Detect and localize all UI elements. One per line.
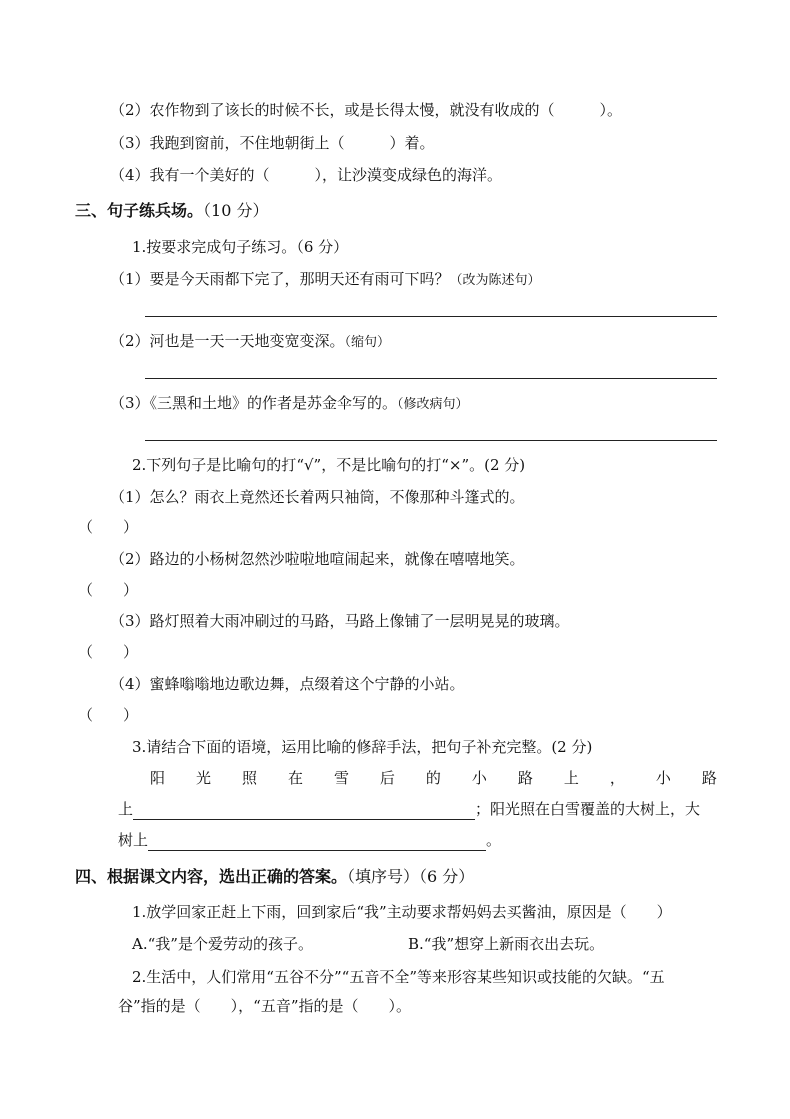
char: 路 bbox=[517, 769, 533, 787]
section-4-heading bbox=[75, 866, 474, 888]
char: 在 bbox=[287, 769, 303, 787]
char: 的 bbox=[425, 769, 441, 787]
answer-paren-3-2-3[interactable]: （ ） bbox=[78, 643, 139, 661]
item-3-1-2-text: （2）河也是一天一天地变宽变深。 bbox=[110, 332, 345, 350]
option-4-1-a[interactable]: A.“我”是个爱劳动的孩子。 bbox=[132, 935, 313, 953]
answer-paren-3-2-2[interactable]: （ ） bbox=[78, 581, 139, 599]
question-4-2-line-2: 谷”指的是（ ），“五音”指的是（ ）。 bbox=[118, 997, 412, 1015]
answer-line-3-1-2[interactable] bbox=[145, 378, 717, 379]
item-3-3-line-2 bbox=[118, 798, 700, 820]
char: 小 bbox=[655, 769, 671, 787]
item-3-3-line-3-end: 。 bbox=[486, 831, 502, 849]
section-3-title: 三、句子练兵场。 bbox=[75, 201, 204, 220]
char: 雪 bbox=[333, 769, 349, 787]
char: 照 bbox=[241, 769, 257, 787]
item-3-1-2 bbox=[110, 330, 390, 354]
char: ， bbox=[609, 769, 625, 787]
item-3-1-3 bbox=[110, 392, 469, 416]
subsection-3-1-title: 1.按要求完成句子练习。（6 分） bbox=[132, 238, 349, 256]
option-4-1-b[interactable]: B.“我”想穿上新雨衣出去玩。 bbox=[408, 935, 605, 953]
question-4-1: 1.放学回家正赶上下雨，回到家后“我”主动要求帮妈妈去买酱油，原因是（ ） bbox=[132, 903, 672, 921]
subsection-3-3-title: 3.请结合下面的语境，运用比喻的修辞手法，把句子补充完整。(2 分) bbox=[132, 738, 593, 756]
question-4-2-line-1: 2.生活中，人们常用“五谷不分”“五音不全”等来形容某些知识或技能的欠缺。“五 bbox=[132, 968, 665, 986]
answer-blank-3-3-1[interactable] bbox=[133, 803, 475, 820]
answer-line-3-1-3[interactable] bbox=[145, 440, 717, 441]
section-3-heading bbox=[75, 200, 268, 222]
section-4-score: （填序号）（6 分） bbox=[347, 867, 475, 886]
question-2-4-4: （4）我有一个美好的（ ），让沙漠变成绿色的海洋。 bbox=[110, 166, 503, 184]
section-4-title: 四、根据课文内容，选出正确的答案。 bbox=[75, 867, 348, 886]
item-3-2-2: （2）路边的小杨树忽然沙啦啦地喧闹起来，就像在嘻嘻地笑。 bbox=[110, 550, 525, 568]
item-3-2-4: （4）蜜蜂嗡嗡地边歌边舞，点缀着这个宁静的小站。 bbox=[110, 675, 465, 693]
char: 上 bbox=[563, 769, 579, 787]
item-3-3-line-1 bbox=[150, 767, 717, 789]
item-3-1-2-note: （缩句） bbox=[344, 335, 391, 350]
char: 阳 bbox=[150, 769, 166, 787]
item-3-3-line-2-start: 上 bbox=[118, 800, 134, 818]
char: 光 bbox=[195, 769, 211, 787]
item-3-3-line-3-start: 树上 bbox=[118, 831, 149, 849]
item-3-1-1 bbox=[110, 268, 541, 292]
item-3-1-1-text: （1）要是今天雨都下完了，那明天还有雨可下吗？ bbox=[110, 270, 450, 288]
item-3-2-1: （1）怎么？雨衣上竟然还长着两只袖筒，不像那种斗篷式的。 bbox=[110, 488, 525, 506]
question-2-4-2: （2）农作物到了该长的时候不长，或是长得太慢，就没有收成的（ ）。 bbox=[110, 101, 623, 119]
char: 路 bbox=[701, 769, 717, 787]
question-2-4-3: （3）我跑到窗前，不住地朝街上（ ）着。 bbox=[110, 134, 435, 152]
answer-paren-3-2-4[interactable]: （ ） bbox=[78, 706, 139, 724]
item-3-1-1-note: （改为陈述句） bbox=[449, 273, 541, 288]
answer-paren-3-2-1[interactable]: （ ） bbox=[78, 518, 139, 536]
item-3-1-3-note: （修改病句） bbox=[397, 397, 469, 412]
answer-blank-3-3-2[interactable] bbox=[148, 834, 486, 851]
char: 后 bbox=[379, 769, 395, 787]
answer-line-3-1-1[interactable] bbox=[145, 316, 717, 317]
item-3-3-line-2-end: ；阳光照在白雪覆盖的大树上，大 bbox=[475, 800, 701, 818]
char: 小 bbox=[471, 769, 487, 787]
item-3-1-3-text: （3）《三黑和土地》的作者是苏金伞写的。 bbox=[110, 394, 398, 412]
item-3-2-3: （3）路灯照着大雨冲刷过的马路，马路上像铺了一层明晃晃的玻璃。 bbox=[110, 612, 570, 630]
section-3-score: （10 分） bbox=[203, 201, 269, 220]
item-3-3-line-3 bbox=[118, 829, 501, 851]
subsection-3-2-title: 2.下列句子是比喻句的打“√”，不是比喻句的打“×”。(2 分) bbox=[132, 456, 526, 474]
